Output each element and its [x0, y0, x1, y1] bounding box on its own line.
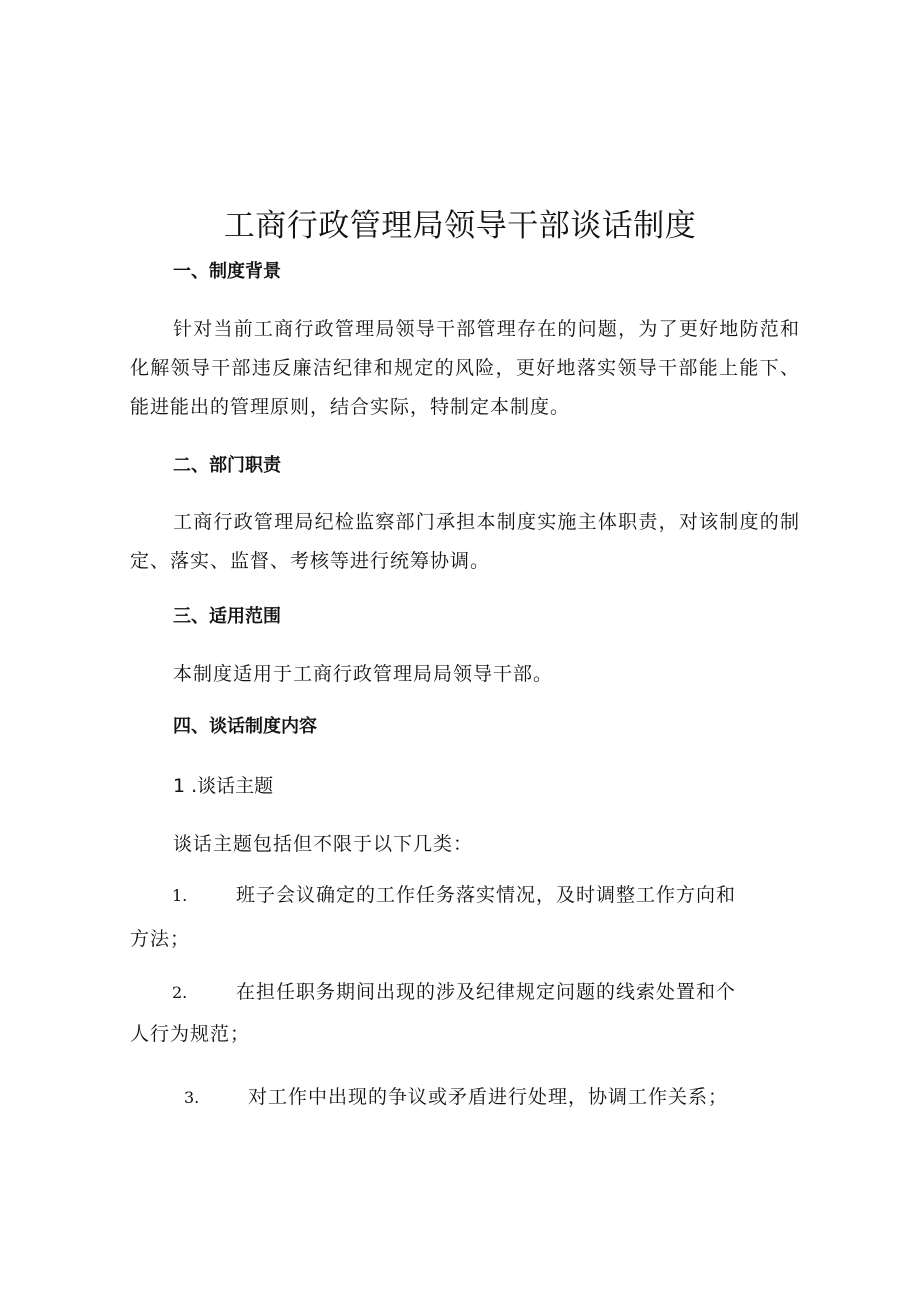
section-heading-responsibilities: 二、部门职责	[173, 455, 281, 476]
list-item-number: 3.	[184, 1088, 200, 1107]
list-item-text: 对工作中出现的争议或矛盾进行处理，协调工作关系；	[248, 1086, 729, 1108]
section-paragraph-responsibilities: 工商行政管理局纪检监察部门承担本制度实施主体职责，对该制度的制定、落实、监督、考核等进行统筹协调。	[130, 511, 800, 572]
section-paragraph-scope: 本制度适用于工商行政管理局局领导干部。	[173, 663, 554, 685]
section-paragraph-background: 针对当前工商行政管理局领导干部管理存在的问题，为了更好地防范和化解领导干部违反廉洁纪律和规定的风险，更好地落实领导干部能上能下、能进能出的管理原则，结合实际，特制定本制度。	[130, 318, 800, 418]
subsection-intro: 谈话主题包括但不限于以下几类：	[173, 833, 474, 855]
list-item-continuation: 人行为规范；	[130, 1023, 251, 1045]
list-item-number: 2.	[172, 983, 188, 1002]
section-heading-scope: 三、适用范围	[173, 606, 281, 627]
subsection-heading-topics: 1 .谈话主题	[173, 775, 274, 797]
section-heading-background: 一、制度背景	[173, 261, 281, 282]
section-heading-content: 四、谈话制度内容	[173, 716, 317, 737]
list-item-text: 班子会议确定的工作任务落实情况，及时调整工作方向和	[236, 884, 737, 906]
list-item-text: 在担任职务期间出现的涉及纪律规定问题的线索处置和个	[236, 981, 737, 1003]
document-title: 工商行政管理局领导干部谈话制度	[223, 208, 697, 244]
list-item-continuation: 方法；	[130, 928, 191, 950]
list-item-number: 1.	[172, 886, 188, 905]
